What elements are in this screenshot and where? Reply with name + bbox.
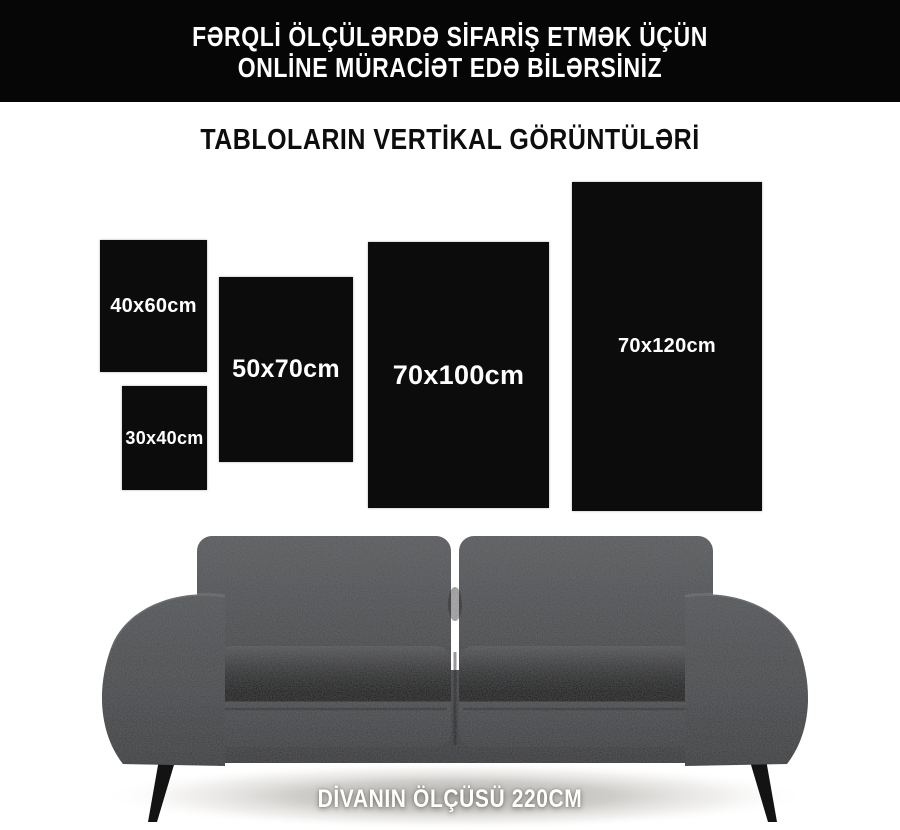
poster-size-rect-70x120	[572, 182, 762, 511]
poster-size-rect-40x60	[100, 240, 207, 372]
sofa-center-crease	[448, 587, 462, 621]
poster-size-label: 40x60cm	[110, 294, 197, 317]
poster-size-label: 50x70cm	[232, 355, 340, 383]
poster-size-rect-30x40	[122, 386, 207, 490]
sofa-armrest-right	[685, 594, 808, 766]
poster-size-label: 70x100cm	[392, 359, 525, 390]
banner-line-1: FƏRQLİ ÖLÇÜLƏRDƏ SİFARİŞ ETMƏK ÜÇÜN	[192, 19, 708, 52]
top-banner	[0, 0, 900, 102]
sofa-armrest-left	[102, 594, 225, 766]
poster-size-rect-50x70	[219, 277, 353, 462]
sofa-seat-cushion-left	[215, 646, 451, 747]
sofa-caption: DİVANIN ÖLÇÜSÜ 220CM	[317, 785, 583, 813]
poster-size-rect-70x100	[368, 242, 549, 508]
poster-size-label: 70x120cm	[617, 335, 717, 357]
sofa-seat-cushion-right	[459, 646, 695, 747]
banner-line-2: ONLİNE MÜRACİƏT EDƏ BİLƏRSİNİZ	[237, 50, 663, 83]
poster-size-label: 30x40cm	[125, 427, 204, 448]
section-title: TABLOLARIN VERTİKAL GÖRÜNTÜLƏRİ	[200, 123, 700, 157]
